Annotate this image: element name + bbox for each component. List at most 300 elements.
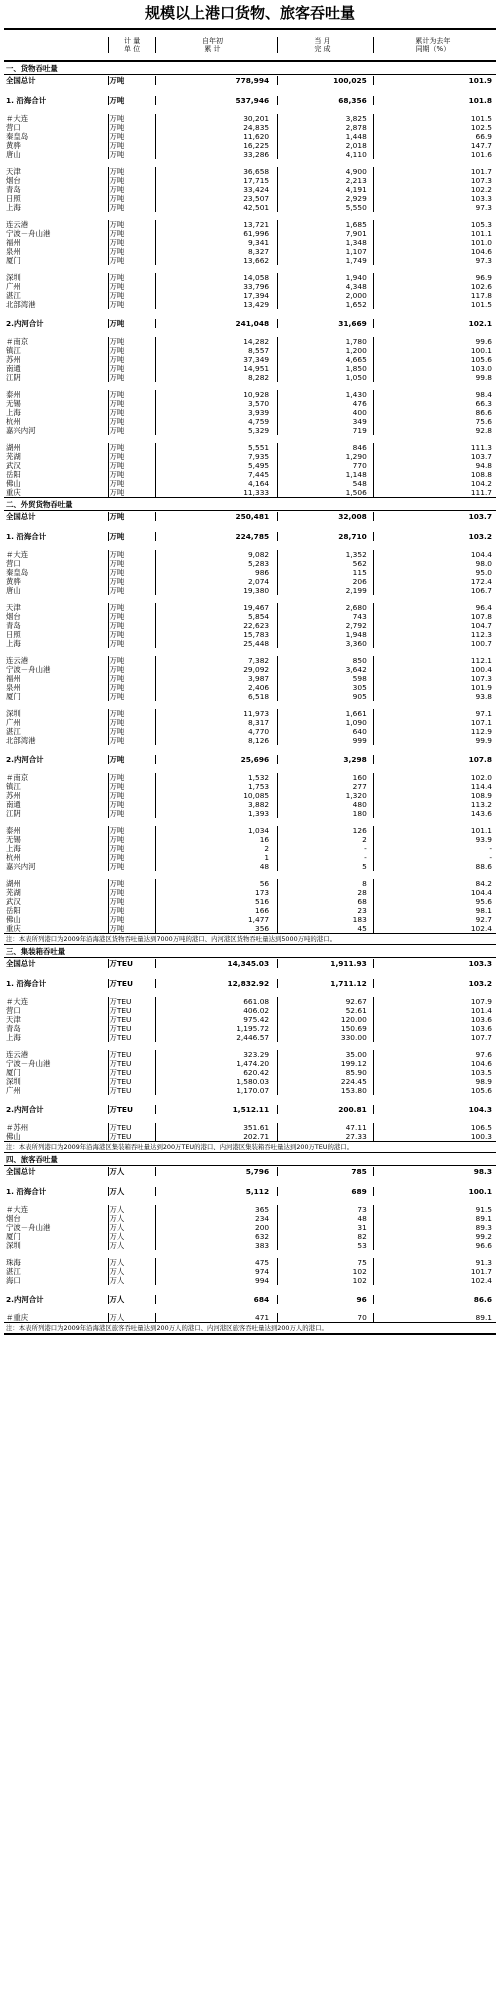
month-cell: 2,929	[277, 194, 373, 203]
cumulative-cell: 2,406	[155, 683, 277, 692]
unit-cell: 万吨	[108, 452, 154, 461]
port-name-cell: 秦皇岛	[6, 132, 29, 141]
port-name-cell: 2.内河合计	[6, 1104, 44, 1114]
port-name-cell: 天津	[6, 1015, 21, 1024]
unit-cell: 万吨	[108, 879, 154, 888]
unit-cell: 万吨	[108, 512, 154, 521]
month-cell: 1,749	[277, 256, 373, 265]
month-cell: 2,199	[277, 586, 373, 595]
month-cell: 5,550	[277, 203, 373, 212]
yoy-cell: 89.3	[373, 1223, 496, 1232]
yoy-cell: 107.3	[373, 176, 496, 185]
port-name-cell: 珠海	[6, 1258, 21, 1267]
unit-cell: 万吨	[108, 123, 154, 132]
unit-cell: 万吨	[108, 96, 154, 105]
unit-cell: 万吨	[108, 862, 154, 871]
table-row	[4, 1059, 496, 1068]
month-cell: 206	[277, 577, 373, 586]
port-name-cell: 连云港	[6, 656, 29, 665]
month-cell: 305	[277, 683, 373, 692]
cumulative-cell: 200	[155, 1223, 277, 1232]
cumulative-cell: 4,770	[155, 727, 277, 736]
header-cumulative: 自年初 累 计	[155, 37, 277, 53]
yoy-cell: 103.5	[373, 1068, 496, 1077]
month-cell: 45	[277, 924, 373, 933]
total-row	[4, 511, 496, 522]
table-row	[4, 1241, 496, 1250]
unit-cell: 万吨	[108, 835, 154, 844]
table-row	[4, 1050, 496, 1059]
table-row	[4, 141, 496, 150]
port-name-cell: 上海	[6, 203, 21, 212]
yoy-cell: 104.3	[373, 1105, 496, 1114]
unit-cell: 万吨	[108, 586, 154, 595]
yoy-cell: 94.8	[373, 461, 496, 470]
month-cell: 1,948	[277, 630, 373, 639]
port-name-cell: 连云港	[6, 1050, 29, 1059]
unit-cell: 万吨	[108, 408, 154, 417]
cumulative-cell: 356	[155, 924, 277, 933]
port-name-cell: 2.内河合计	[6, 754, 44, 764]
month-cell: 1,850	[277, 364, 373, 373]
port-name-cell: ＃苏州	[6, 1123, 29, 1132]
port-name-cell: 烟台	[6, 176, 21, 185]
month-cell: 562	[277, 559, 373, 568]
cumulative-cell: 25,448	[155, 639, 277, 648]
port-name-cell: 无锡	[6, 835, 21, 844]
yoy-cell: 98.4	[373, 390, 496, 399]
unit-cell: 万吨	[108, 559, 154, 568]
month-cell: 1,911.93	[277, 959, 373, 968]
cumulative-cell: 4,164	[155, 479, 277, 488]
cumulative-cell: 9,341	[155, 238, 277, 247]
yoy-cell: 104.7	[373, 621, 496, 630]
total-row	[4, 75, 496, 86]
month-cell: 770	[277, 461, 373, 470]
table-row	[4, 639, 496, 648]
yoy-cell: 96.6	[373, 1241, 496, 1250]
month-cell: 47.11	[277, 1123, 373, 1132]
yoy-cell: 101.7	[373, 167, 496, 176]
cumulative-cell: 1,477	[155, 915, 277, 924]
yoy-cell: 99.2	[373, 1232, 496, 1241]
table-row	[4, 426, 496, 435]
yoy-cell: 98.1	[373, 906, 496, 915]
month-cell: 31,669	[277, 319, 373, 328]
yoy-cell: 143.6	[373, 809, 496, 818]
unit-cell: 万人	[108, 1241, 154, 1250]
unit-cell: 万TEU	[108, 1105, 154, 1114]
yoy-cell: 112.1	[373, 656, 496, 665]
port-name-cell: 营口	[6, 559, 21, 568]
month-cell: 120.00	[277, 1015, 373, 1024]
table-row	[4, 194, 496, 203]
cumulative-cell: 351.61	[155, 1123, 277, 1132]
month-cell: 1,430	[277, 390, 373, 399]
cumulative-cell: 10,085	[155, 791, 277, 800]
month-cell: 2,878	[277, 123, 373, 132]
table-row	[4, 835, 496, 844]
yoy-cell: 107.7	[373, 1033, 496, 1042]
unit-cell: 万吨	[108, 319, 154, 328]
cumulative-cell: 10,928	[155, 390, 277, 399]
cumulative-cell: 1,034	[155, 826, 277, 835]
table-row	[4, 809, 496, 818]
unit-cell: 万吨	[108, 470, 154, 479]
row-spacer	[4, 1197, 496, 1205]
yoy-cell: 100.7	[373, 639, 496, 648]
unit-cell: 万人	[108, 1232, 154, 1241]
row-spacer	[4, 1115, 496, 1123]
port-name-cell: 1. 沿海合计	[6, 1186, 47, 1196]
row-spacer	[4, 309, 496, 317]
unit-cell: 万吨	[108, 273, 154, 282]
table-row	[4, 1132, 496, 1141]
month-cell: 8	[277, 879, 373, 888]
month-cell: 48	[277, 1214, 373, 1223]
month-cell: 4,900	[277, 167, 373, 176]
yoy-cell: 108.8	[373, 470, 496, 479]
subtotal-row	[4, 1293, 496, 1305]
month-cell: 183	[277, 915, 373, 924]
yoy-cell: 88.6	[373, 862, 496, 871]
yoy-cell: 103.0	[373, 364, 496, 373]
yoy-cell: 93.9	[373, 835, 496, 844]
port-name-cell: ＃大连	[6, 997, 29, 1006]
cumulative-cell: 365	[155, 1205, 277, 1214]
unit-cell: 万吨	[108, 755, 154, 764]
month-cell: 1,685	[277, 220, 373, 229]
row-spacer	[4, 265, 496, 273]
table-row	[4, 247, 496, 256]
month-cell: 115	[277, 568, 373, 577]
unit-cell: 万吨	[108, 665, 154, 674]
cumulative-cell: 6,518	[155, 692, 277, 701]
cumulative-cell: 8,317	[155, 718, 277, 727]
cumulative-cell: 1,474.20	[155, 1059, 277, 1068]
month-cell: 1,780	[277, 337, 373, 346]
yoy-cell: -	[373, 853, 496, 862]
yoy-cell: 101.0	[373, 238, 496, 247]
cumulative-cell: 5,854	[155, 612, 277, 621]
month-cell: 1,050	[277, 373, 373, 382]
yoy-cell: 102.4	[373, 1276, 496, 1285]
row-spacer	[4, 159, 496, 167]
unit-cell: 万TEU	[108, 1024, 154, 1033]
unit-cell: 万TEU	[108, 1068, 154, 1077]
yoy-cell: 102.2	[373, 185, 496, 194]
table-row	[4, 709, 496, 718]
port-name-cell: 厦门	[6, 692, 21, 701]
row-spacer	[4, 1042, 496, 1050]
port-name-cell: 嘉兴内河	[6, 862, 36, 871]
row-spacer	[4, 818, 496, 826]
month-cell: -	[277, 853, 373, 862]
unit-cell: 万吨	[108, 800, 154, 809]
port-name-cell: 江阴	[6, 809, 21, 818]
month-cell: 73	[277, 1205, 373, 1214]
cumulative-cell: 30,201	[155, 114, 277, 123]
port-name-cell: 上海	[6, 639, 21, 648]
month-cell: 85.90	[277, 1068, 373, 1077]
month-cell: 75	[277, 1258, 373, 1267]
month-cell: 96	[277, 1295, 373, 1304]
yoy-cell: 111.3	[373, 443, 496, 452]
cumulative-cell: 11,973	[155, 709, 277, 718]
table-row	[4, 1086, 496, 1095]
yoy-cell: 89.1	[373, 1313, 496, 1322]
table-row	[4, 1123, 496, 1132]
row-spacer	[4, 382, 496, 390]
table-row	[4, 683, 496, 692]
month-cell: 349	[277, 417, 373, 426]
yoy-cell: 111.7	[373, 488, 496, 497]
table-row	[4, 1077, 496, 1086]
cumulative-cell: 61,996	[155, 229, 277, 238]
unit-cell: 万人	[108, 1313, 154, 1322]
cumulative-cell: 25,696	[155, 755, 277, 764]
port-name-cell: 芜湖	[6, 888, 21, 897]
unit-cell: 万人	[108, 1258, 154, 1267]
section-note: 注：本表所列港口为2009年沿海港区货物吞吐量达到7000万吨的港口、内河港区货物吞吐量达到5000万吨的港口。	[4, 933, 496, 944]
cumulative-cell: 5,495	[155, 461, 277, 470]
cumulative-cell: 16,225	[155, 141, 277, 150]
month-cell: 1,506	[277, 488, 373, 497]
port-name-cell: 宁波－舟山港	[6, 1059, 51, 1068]
table-row	[4, 1068, 496, 1077]
month-cell: 640	[277, 727, 373, 736]
row-spacer	[4, 1285, 496, 1293]
port-name-cell: ＃大连	[6, 114, 29, 123]
yoy-cell: 107.3	[373, 674, 496, 683]
cumulative-cell: 994	[155, 1276, 277, 1285]
table-row	[4, 586, 496, 595]
unit-cell: 万吨	[108, 826, 154, 835]
yoy-cell: 66.9	[373, 132, 496, 141]
yoy-cell: 103.6	[373, 1024, 496, 1033]
yoy-cell: 106.5	[373, 1123, 496, 1132]
row-spacer	[4, 701, 496, 709]
month-cell: 100,025	[277, 76, 373, 85]
cumulative-cell: 17,394	[155, 291, 277, 300]
unit-cell: 万吨	[108, 924, 154, 933]
table-row	[4, 897, 496, 906]
section-title-text: 二、外贸货物吞吐量	[6, 499, 73, 509]
yoy-cell: 101.7	[373, 1267, 496, 1276]
table-row	[4, 924, 496, 933]
yoy-cell: 108.9	[373, 791, 496, 800]
month-cell: 3,825	[277, 114, 373, 123]
month-cell: 548	[277, 479, 373, 488]
section-title	[4, 944, 496, 958]
month-cell: 3,642	[277, 665, 373, 674]
port-name-cell: 镇江	[6, 346, 21, 355]
unit-cell: 万吨	[108, 76, 154, 85]
table-row	[4, 282, 496, 291]
port-name-cell: 2.内河合计	[6, 318, 44, 328]
cumulative-cell: 48	[155, 862, 277, 871]
month-cell: 200.81	[277, 1105, 373, 1114]
month-cell: 28,710	[277, 532, 373, 541]
cumulative-cell: 241,048	[155, 319, 277, 328]
unit-cell: 万吨	[108, 906, 154, 915]
row-spacer	[4, 745, 496, 753]
port-name-cell: 岳阳	[6, 906, 21, 915]
yoy-cell: 101.4	[373, 1006, 496, 1015]
cumulative-cell: 1,580.03	[155, 1077, 277, 1086]
cumulative-cell: 8,126	[155, 736, 277, 745]
unit-cell: 万吨	[108, 915, 154, 924]
yoy-cell: 103.3	[373, 194, 496, 203]
table-row	[4, 390, 496, 399]
yoy-cell: 96.9	[373, 273, 496, 282]
month-cell: 1,290	[277, 452, 373, 461]
port-name-cell: 宁波－舟山港	[6, 1223, 51, 1232]
table-row	[4, 1205, 496, 1214]
month-cell: 102	[277, 1267, 373, 1276]
unit-cell: 万吨	[108, 479, 154, 488]
table-row	[4, 692, 496, 701]
port-name-cell: 佛山	[6, 479, 21, 488]
cumulative-cell: 8,327	[155, 247, 277, 256]
cumulative-cell: 24,835	[155, 123, 277, 132]
table-row	[4, 443, 496, 452]
section-title	[4, 497, 496, 511]
row-spacer	[4, 989, 496, 997]
unit-cell: 万吨	[108, 337, 154, 346]
unit-cell: 万吨	[108, 417, 154, 426]
cumulative-cell: 22,623	[155, 621, 277, 630]
month-cell: 689	[277, 1187, 373, 1196]
unit-cell: 万吨	[108, 132, 154, 141]
port-name-cell: 唐山	[6, 586, 21, 595]
port-name-cell: 芜湖	[6, 452, 21, 461]
cumulative-cell: 632	[155, 1232, 277, 1241]
port-name-cell: 福州	[6, 238, 21, 247]
total-row	[4, 958, 496, 969]
row-spacer	[4, 522, 496, 530]
table-row	[4, 132, 496, 141]
port-name-cell: 2.内河合计	[6, 1294, 44, 1304]
table-row	[4, 559, 496, 568]
port-name-cell: 泉州	[6, 683, 21, 692]
month-cell: 400	[277, 408, 373, 417]
month-cell: 150.69	[277, 1024, 373, 1033]
cumulative-cell: 11,333	[155, 488, 277, 497]
month-cell: 905	[277, 692, 373, 701]
unit-cell: 万吨	[108, 718, 154, 727]
month-cell: 1,652	[277, 300, 373, 309]
cumulative-cell: 33,424	[155, 185, 277, 194]
month-cell: 476	[277, 399, 373, 408]
unit-cell: 万吨	[108, 709, 154, 718]
port-name-cell: 日照	[6, 194, 21, 203]
month-cell: 1,090	[277, 718, 373, 727]
row-spacer	[4, 106, 496, 114]
port-name-cell: 天津	[6, 167, 21, 176]
cumulative-cell: 33,286	[155, 150, 277, 159]
unit-cell: 万TEU	[108, 1006, 154, 1015]
page-title: 规模以上港口货物、旅客吞吐量	[144, 4, 355, 22]
month-cell: 277	[277, 782, 373, 791]
port-name-cell: 北部湾港	[6, 736, 36, 745]
month-cell: 1,148	[277, 470, 373, 479]
month-cell: 2,018	[277, 141, 373, 150]
unit-cell: 万吨	[108, 220, 154, 229]
cumulative-cell: 9,082	[155, 550, 277, 559]
cumulative-cell: 14,951	[155, 364, 277, 373]
unit-cell: 万TEU	[108, 979, 154, 988]
yoy-cell: 107.1	[373, 718, 496, 727]
port-name-cell: 无锡	[6, 399, 21, 408]
port-name-cell: 上海	[6, 844, 21, 853]
unit-cell: 万吨	[108, 488, 154, 497]
yoy-cell: 104.2	[373, 479, 496, 488]
cumulative-cell: 36,658	[155, 167, 277, 176]
table-row	[4, 577, 496, 586]
cumulative-cell: 620.42	[155, 1068, 277, 1077]
month-cell: 70	[277, 1313, 373, 1322]
table-row	[4, 185, 496, 194]
header-yoy: 累计为去年 同期（%）	[373, 37, 496, 53]
yoy-cell: 95.6	[373, 897, 496, 906]
table-row	[4, 612, 496, 621]
month-cell: 160	[277, 773, 373, 782]
month-cell: 31	[277, 1223, 373, 1232]
yoy-cell: 97.1	[373, 709, 496, 718]
port-name-cell: 岳阳	[6, 470, 21, 479]
month-cell: 598	[277, 674, 373, 683]
cumulative-cell: 471	[155, 1313, 277, 1322]
month-cell: 1,661	[277, 709, 373, 718]
yoy-cell: 101.9	[373, 76, 496, 85]
section-note: 注：本表所列港口为2009年沿海港区旅客吞吐量达到200万人的港口、内河港区旅客吞吐量达到200万人的港口。	[4, 1322, 496, 1333]
header-unit: 计 量 单 位	[108, 37, 154, 53]
month-cell: 1,348	[277, 238, 373, 247]
table-row	[4, 408, 496, 417]
port-name-cell: ＃大连	[6, 550, 29, 559]
cumulative-cell: 15,783	[155, 630, 277, 639]
unit-cell: 万人	[108, 1276, 154, 1285]
cumulative-cell: 986	[155, 568, 277, 577]
month-cell: 3,360	[277, 639, 373, 648]
cumulative-cell: 2,074	[155, 577, 277, 586]
unit-cell: 万TEU	[108, 1123, 154, 1132]
unit-cell: 万吨	[108, 141, 154, 150]
unit-cell: 万吨	[108, 390, 154, 399]
table-row	[4, 844, 496, 853]
cumulative-cell: 975.42	[155, 1015, 277, 1024]
yoy-cell: 66.3	[373, 399, 496, 408]
yoy-cell: 105.3	[373, 220, 496, 229]
port-name-cell: 湛江	[6, 727, 21, 736]
port-name-cell: 唐山	[6, 150, 21, 159]
month-cell: 7,901	[277, 229, 373, 238]
cumulative-cell: 13,662	[155, 256, 277, 265]
subtotal-row	[4, 1103, 496, 1115]
table-row	[4, 568, 496, 577]
table-row	[4, 906, 496, 915]
cumulative-cell: 42,501	[155, 203, 277, 212]
section-title-text: 四、旅客吞吐量	[6, 1154, 58, 1164]
unit-cell: 万吨	[108, 844, 154, 853]
yoy-cell: 114.4	[373, 782, 496, 791]
month-cell: 53	[277, 1241, 373, 1250]
table-row	[4, 1276, 496, 1285]
table-row	[4, 1232, 496, 1241]
port-name-cell: 湛江	[6, 1267, 21, 1276]
port-name-cell: 天津	[6, 603, 21, 612]
